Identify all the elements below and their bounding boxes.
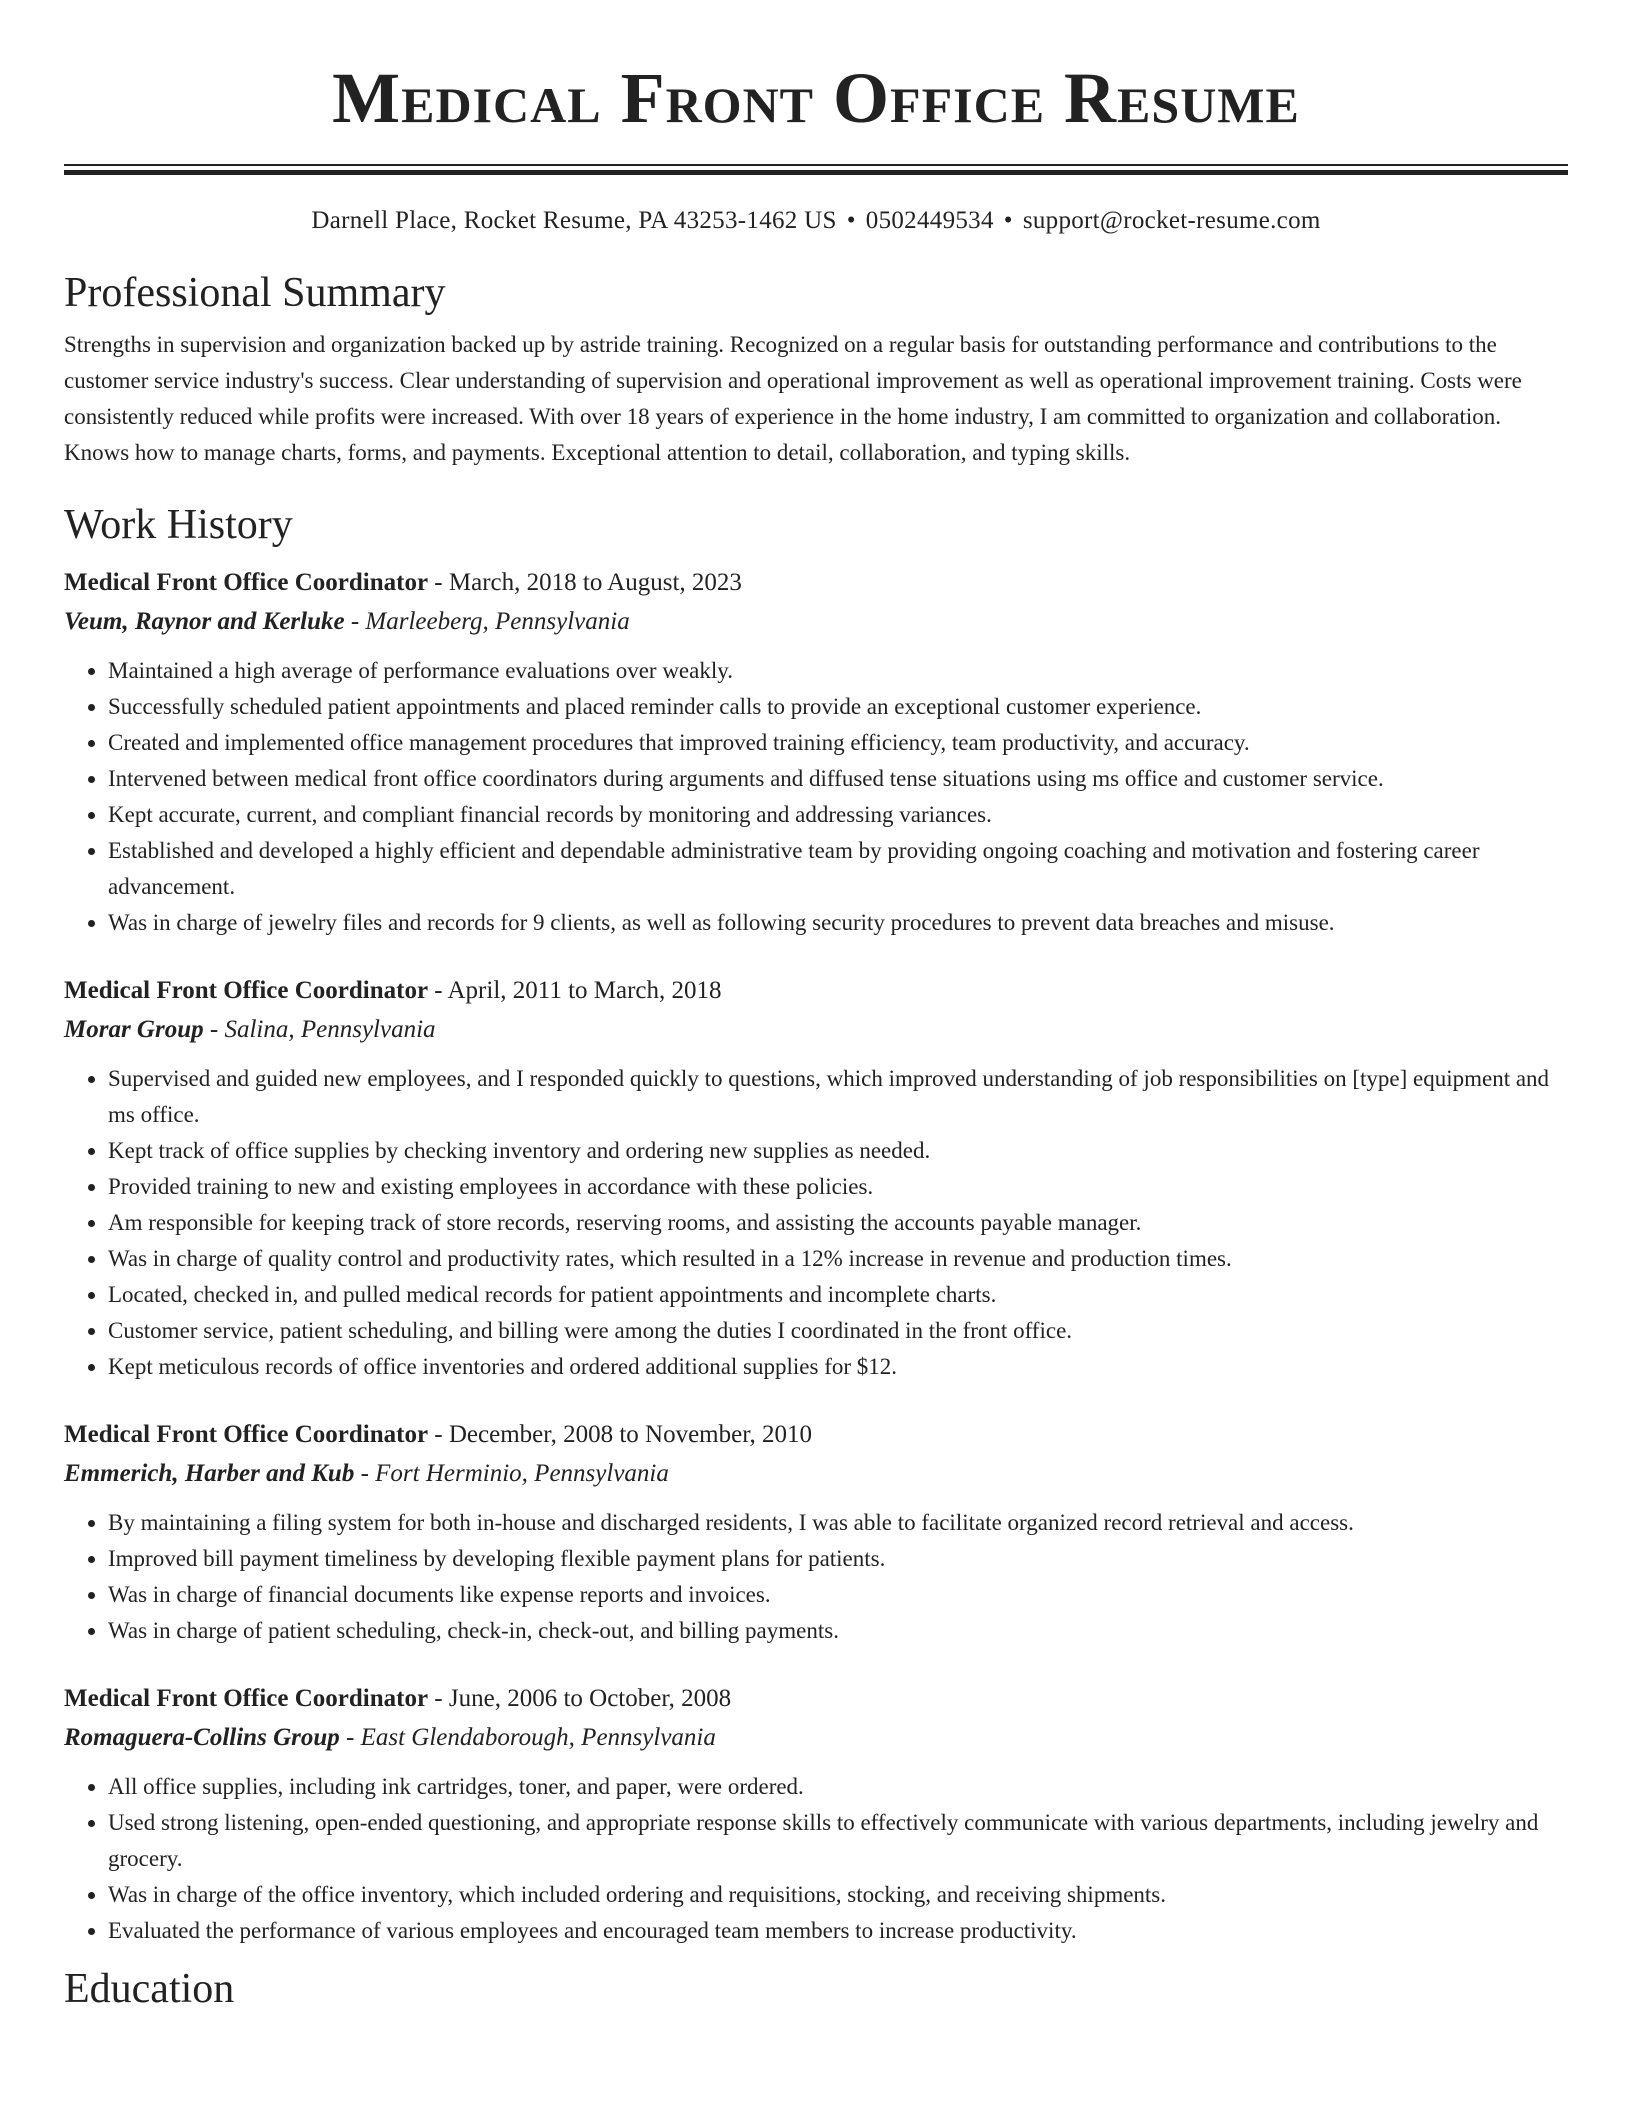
job-dates: - April, 2011 to March, 2018 xyxy=(428,977,722,1004)
duties-list xyxy=(64,653,1568,941)
duties-list xyxy=(64,1505,1568,1649)
company-location: - Salina, Pennsylvania xyxy=(203,1016,436,1043)
duty-item: • Kept track of office supplies by checking inventory and ordering new supplies as needed. xyxy=(108,1133,1568,1169)
bullet-separator: • xyxy=(1003,207,1013,234)
education-heading: Education xyxy=(64,1966,235,2012)
duty-item: • Was in charge of the office inventory, which included ordering and requisitions, stocking, and receiving shipments. xyxy=(108,1877,1568,1913)
company-name: Morar Group xyxy=(64,1016,204,1043)
company-line xyxy=(64,1718,1568,1757)
job-dates: - December, 2008 to November, 2010 xyxy=(428,1421,813,1448)
job-dates: - June, 2006 to October, 2008 xyxy=(428,1685,732,1712)
job-title: Medical Front Office Coordinator xyxy=(64,977,429,1004)
company-name: Emmerich, Harber and Kub xyxy=(64,1460,355,1487)
duty-item: • Evaluated the performance of various employees and encouraged team members to increase productivity. xyxy=(108,1913,1568,1949)
page-title: Medical Front Office Resume xyxy=(332,58,1300,138)
duty-item: • Kept meticulous records of office inventories and ordered additional supplies for $12. xyxy=(108,1349,1568,1385)
summary-text: Strengths in supervision and organization backed up by astride training. Recognized on a regular basis for outstanding performance and contributions to the customer service industry's success. Clear understanding of supervision and operational improvement as well as operational improvement training. Costs were consistently reduced while profits were increased. With over 18 years of experience in the home industry, I am committed to organization and collaboration. Knows how to manage charts, forms, and payments. Exceptional attention to detail, collaboration, and typing skills. xyxy=(64,332,1522,465)
duty-item: • By maintaining a filing system for both in-house and discharged residents, I was able to facilitate organized record retrieval and access. xyxy=(108,1505,1568,1541)
job-title: Medical Front Office Coordinator xyxy=(64,569,429,596)
job-dates: - March, 2018 to August, 2023 xyxy=(428,569,742,596)
duty-item: • Am responsible for keeping track of store records, reserving rooms, and assisting the accounts payable manager. xyxy=(108,1205,1568,1241)
duty-item: • Used strong listening, open-ended questioning, and appropriate response skills to effectively communicate with various departments, including jewelry and grocery. xyxy=(108,1805,1568,1877)
job-title-line xyxy=(64,1679,1568,1718)
work-history-heading: Work History xyxy=(64,502,293,548)
job-title: Medical Front Office Coordinator xyxy=(64,1421,429,1448)
duties-list xyxy=(64,1769,1568,1949)
contact-email: support@rocket-resume.com xyxy=(1022,207,1321,234)
bullet-separator: • xyxy=(846,207,856,234)
company-line xyxy=(64,1454,1568,1493)
contact-phone: 0502449534 xyxy=(865,207,994,234)
company-line xyxy=(64,1010,1568,1049)
title-divider-thick xyxy=(64,170,1568,175)
company-name: Romaguera-Collins Group xyxy=(64,1724,340,1751)
company-location: - East Glendaborough, Pennsylvania xyxy=(339,1724,716,1751)
job-entry xyxy=(64,1415,1568,1649)
company-location: - Fort Herminio, Pennsylvania xyxy=(354,1460,669,1487)
duty-item: • Successfully scheduled patient appointments and placed reminder calls to provide an exceptional customer experience. xyxy=(108,689,1568,725)
company-name: Veum, Raynor and Kerluke xyxy=(64,608,345,635)
contact-address: Darnell Place, Rocket Resume, PA 43253-1462 US xyxy=(311,207,837,234)
company-line xyxy=(64,602,1568,641)
duty-item: • Supervised and guided new employees, and I responded quickly to questions, which improved understanding of job responsibilities on [type] equipment and ms office. xyxy=(108,1061,1568,1133)
duty-item: • Was in charge of patient scheduling, check-in, check-out, and billing payments. xyxy=(108,1613,1568,1649)
duty-item: • All office supplies, including ink cartridges, toner, and paper, were ordered. xyxy=(108,1769,1568,1805)
duty-item: • Kept accurate, current, and compliant financial records by monitoring and addressing variances. xyxy=(108,797,1568,833)
duty-item: • Was in charge of financial documents like expense reports and invoices. xyxy=(108,1577,1568,1613)
job-title-line xyxy=(64,563,1568,602)
duty-item: • Established and developed a highly efficient and dependable administrative team by providing ongoing coaching and motivation and fostering career advancement. xyxy=(108,833,1568,905)
job-entry xyxy=(64,1679,1568,1949)
duty-item: • Maintained a high average of performance evaluations over weakly. xyxy=(108,653,1568,689)
job-entry xyxy=(64,971,1568,1385)
job-title-line xyxy=(64,971,1568,1010)
duty-item: • Was in charge of jewelry files and records for 9 clients, as well as following security procedures to prevent data breaches and misuse. xyxy=(108,905,1568,941)
duty-item: • Improved bill payment timeliness by developing flexible payment plans for patients. xyxy=(108,1541,1568,1577)
title-divider-thin xyxy=(64,164,1568,166)
company-location: - Marleeberg, Pennsylvania xyxy=(344,608,630,635)
duty-item: • Intervened between medical front office coordinators during arguments and diffused tense situations using ms office and customer service. xyxy=(108,761,1568,797)
duty-item: • Customer service, patient scheduling, and billing were among the duties I coordinated in the front office. xyxy=(108,1313,1568,1349)
duty-item: • Was in charge of quality control and productivity rates, which resulted in a 12% increase in revenue and production times. xyxy=(108,1241,1568,1277)
job-title-line xyxy=(64,1415,1568,1454)
job-title: Medical Front Office Coordinator xyxy=(64,1685,429,1712)
summary-heading: Professional Summary xyxy=(64,270,446,316)
duty-item: • Created and implemented office management procedures that improved training efficiency, team productivity, and accuracy. xyxy=(108,725,1568,761)
duties-list xyxy=(64,1061,1568,1385)
duty-item: • Located, checked in, and pulled medical records for patient appointments and incomplete charts. xyxy=(108,1277,1568,1313)
duty-item: • Provided training to new and existing employees in accordance with these policies. xyxy=(108,1169,1568,1205)
contact-line xyxy=(64,205,1568,237)
job-entry xyxy=(64,563,1568,941)
